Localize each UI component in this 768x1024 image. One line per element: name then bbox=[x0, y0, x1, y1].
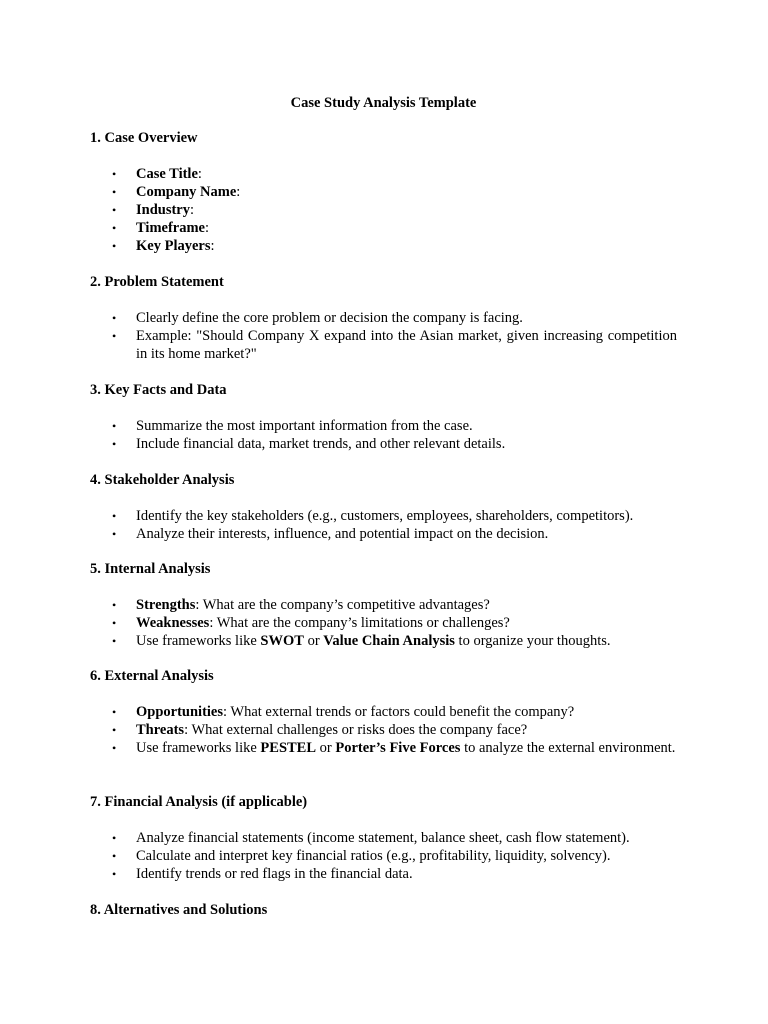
bullet-icon: • bbox=[112, 203, 117, 217]
bullet-list bbox=[90, 165, 677, 255]
bullet-icon: • bbox=[112, 741, 117, 755]
list-item: • Use frameworks like SWOT or Value Chain Analysis to organize your thoughts. bbox=[112, 633, 611, 649]
list-item: • Industry: bbox=[112, 202, 195, 218]
bullet-icon: • bbox=[112, 509, 117, 523]
document-title: Case Study Analysis Template bbox=[290, 95, 477, 111]
bullet-icon: • bbox=[112, 849, 117, 863]
list-item: • Analyze their interests, influence, and potential impact on the decision. bbox=[112, 526, 549, 542]
list-item: • Identify the key stakeholders (e.g., customers, employees, shareholders, competitors). bbox=[112, 508, 634, 524]
section-internal-analysis bbox=[90, 560, 677, 650]
list-item: • Opportunities: What external trends or factors could benefit the company? bbox=[112, 704, 575, 720]
section-heading: 1. Case Overview bbox=[90, 130, 198, 146]
section-alternatives bbox=[90, 901, 677, 919]
list-item: • Use frameworks like PESTEL or Porter’s Five Forces to analyze the external environment. bbox=[112, 740, 676, 756]
bullet-icon: • bbox=[112, 437, 117, 451]
list-item: • Weaknesses: What are the company’s limitations or challenges? bbox=[112, 615, 510, 631]
bullet-icon: • bbox=[112, 634, 117, 648]
bullet-icon: • bbox=[112, 705, 117, 719]
bullet-icon: • bbox=[112, 311, 117, 325]
bullet-icon: • bbox=[112, 867, 117, 881]
list-item: • Calculate and interpret key financial ratios (e.g., profitability, liquidity, solvency). bbox=[112, 848, 611, 864]
section-heading: 2. Problem Statement bbox=[90, 274, 224, 290]
section-heading: 8. Alternatives and Solutions bbox=[90, 902, 268, 918]
section-problem-statement bbox=[90, 273, 677, 363]
section-heading: 4. Stakeholder Analysis bbox=[90, 472, 235, 488]
bullet-icon: • bbox=[112, 185, 117, 199]
bullet-icon: • bbox=[112, 616, 117, 630]
section-external-analysis bbox=[90, 667, 677, 757]
list-item: • Company Name: bbox=[112, 184, 241, 200]
section-stakeholder-analysis bbox=[90, 471, 677, 543]
section-key-facts bbox=[90, 381, 677, 453]
section-case-overview bbox=[90, 129, 677, 255]
section-heading: 6. External Analysis bbox=[90, 668, 214, 684]
list-item: • Analyze financial statements (income statement, balance sheet, cash flow statement). bbox=[112, 830, 630, 846]
bullet-list bbox=[90, 703, 677, 757]
bullet-icon: • bbox=[112, 221, 117, 235]
section-heading: 7. Financial Analysis (if applicable) bbox=[90, 794, 308, 810]
section-heading: 3. Key Facts and Data bbox=[90, 382, 227, 398]
bullet-list bbox=[90, 829, 677, 883]
list-item: • Include financial data, market trends, and other relevant details. bbox=[112, 436, 506, 452]
bullet-icon: • bbox=[112, 527, 117, 541]
bullet-icon: • bbox=[112, 419, 117, 433]
bullet-list bbox=[90, 309, 677, 363]
list-item: • Example: "Should Company X expand into the Asian market, given increasing competition in its home market?" bbox=[112, 328, 677, 362]
list-item: • Strengths: What are the company’s competitive advantages? bbox=[112, 597, 490, 613]
list-item: • Clearly define the core problem or decision the company is facing. bbox=[112, 310, 523, 326]
bullet-icon: • bbox=[112, 329, 117, 343]
list-item: • Key Players: bbox=[112, 238, 215, 254]
list-item: • Identify trends or red flags in the financial data. bbox=[112, 866, 413, 882]
bullet-icon: • bbox=[112, 723, 117, 737]
list-item: • Threats: What external challenges or risks does the company face? bbox=[112, 722, 528, 738]
list-item: • Summarize the most important information from the case. bbox=[112, 418, 473, 434]
bullet-icon: • bbox=[112, 598, 117, 612]
bullet-list bbox=[90, 596, 677, 650]
bullet-icon: • bbox=[112, 167, 117, 181]
bullet-icon: • bbox=[112, 239, 117, 253]
list-item: • Case Title: bbox=[112, 166, 202, 182]
bullet-list bbox=[90, 417, 677, 453]
bullet-list bbox=[90, 507, 677, 543]
list-item: • Timeframe: bbox=[112, 220, 210, 236]
bullet-icon: • bbox=[112, 831, 117, 845]
section-financial-analysis bbox=[90, 793, 677, 883]
section-heading: 5. Internal Analysis bbox=[90, 561, 211, 577]
